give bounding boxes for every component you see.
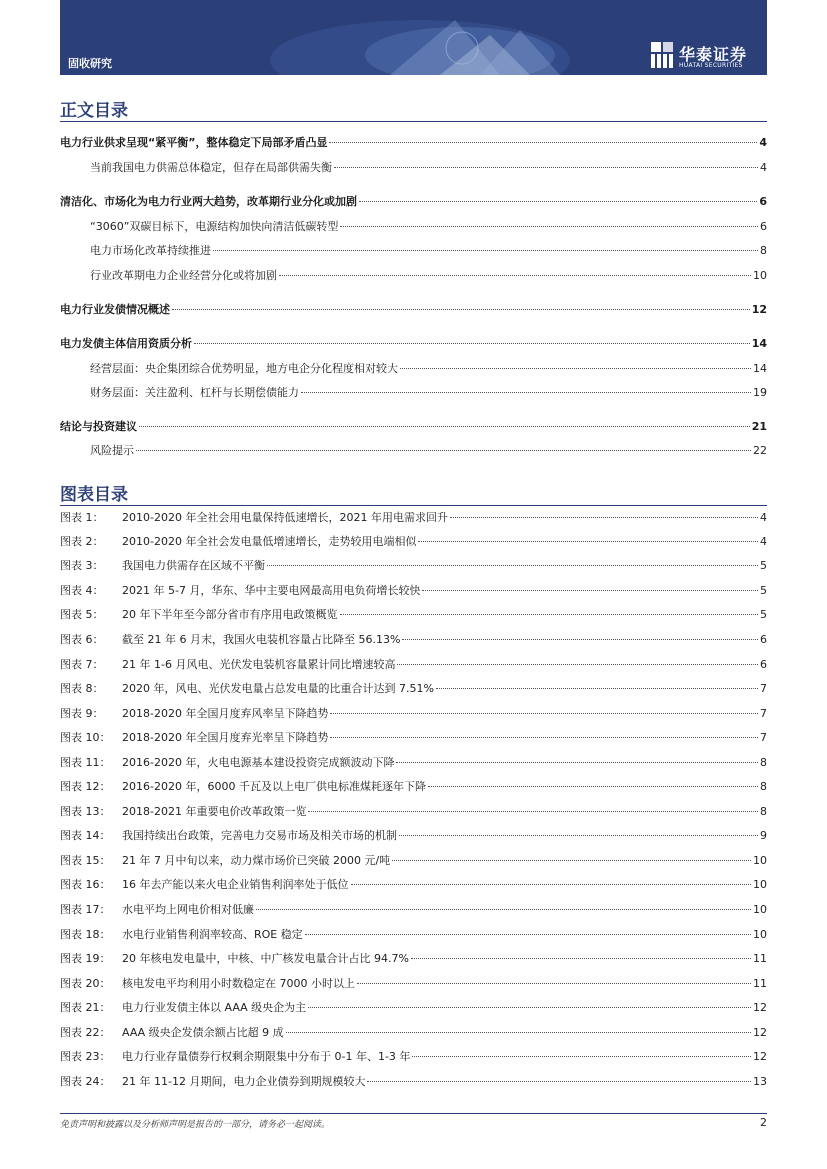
- figure-entry[interactable]: 图表 14： 我国持续出台政策，完善电力交易市场及相关市场的机制 9: [60, 829, 767, 842]
- figure-entry[interactable]: 图表 8： 2020 年，风电、光伏发电量占总发电量的比重合计达到 7.51% 7: [60, 682, 767, 695]
- figure-entry[interactable]: 图表 23： 电力行业存量债券行权剩余期限集中分布于 0-1 年、1-3 年 12: [60, 1050, 767, 1063]
- company-logo: [651, 42, 761, 72]
- figure-entry[interactable]: 图表 5： 20 年下半年至今部分省市有序用电政策概览 5: [60, 608, 767, 621]
- toc-entry[interactable]: 结论与投资建议 21: [60, 420, 767, 433]
- figure-entry[interactable]: 图表 22： AAA 级央企发债余额占比超 9 成 12: [60, 1026, 767, 1039]
- footer-rule: [60, 1113, 767, 1114]
- figure-entry[interactable]: 图表 17： 水电平均上网电价相对低廉 10: [60, 903, 767, 916]
- disclaimer-note: 免责声明和披露以及分析师声明是报告的一部分，请务必一起阅读。: [60, 1120, 331, 1130]
- toc-entry[interactable]: 清洁化、市场化为电力行业两大趋势，改革期行业分化或加剧 6: [60, 195, 767, 208]
- figure-entry[interactable]: 图表 6： 截至 21 年 6 月末，我国火电装机容量占比降至 56.13% 6: [60, 633, 767, 646]
- section-label: 固收研究: [68, 57, 112, 70]
- figure-entry[interactable]: 图表 15： 21 年 7 月中旬以来，动力煤市场价已突破 2000 元/吨 10: [60, 854, 767, 867]
- figure-entry[interactable]: 图表 18： 水电行业销售利润率较高、ROE 稳定 10: [60, 928, 767, 941]
- figure-entry[interactable]: 图表 3： 我国电力供需存在区域不平衡 5: [60, 559, 767, 572]
- toc-entry[interactable]: 电力市场化改革持续推进 8: [90, 244, 767, 257]
- toc-heading: 正文目录: [60, 101, 128, 121]
- figure-entry[interactable]: 图表 16： 16 年去产能以来火电企业销售利润率处于低位 10: [60, 878, 767, 891]
- figure-entry[interactable]: 图表 10： 2018-2020 年全国月度弃光率呈下降趋势 7: [60, 731, 767, 744]
- figure-entry[interactable]: 图表 11： 2016-2020 年，火电电源基本建设投资完成额波动下降 8: [60, 756, 767, 769]
- figure-entry[interactable]: 图表 21： 电力行业发债主体以 AAA 级央企为主 12: [60, 1001, 767, 1014]
- logo-name-en: HUATAI SECURITIES: [679, 62, 743, 69]
- figure-entry[interactable]: 图表 19： 20 年核电发电量中，中核、中广核发电量合计占比 94.7% 11: [60, 952, 767, 965]
- figure-entry[interactable]: 图表 12： 2016-2020 年，6000 千瓦及以上电厂供电标准煤耗逐年下降 8: [60, 780, 767, 793]
- logo-mark-icon: [651, 42, 675, 68]
- figure-entry[interactable]: 图表 7： 21 年 1-6 月风电、光伏发电装机容量累计同比增速较高 6: [60, 658, 767, 671]
- page-number: 2: [760, 1116, 767, 1129]
- figures-heading: 图表目录: [60, 485, 128, 505]
- figure-entry[interactable]: 图表 24： 21 年 11-12 月期间，电力企业债券到期规模较大 13: [60, 1075, 767, 1088]
- toc-entry[interactable]: 电力发债主体信用资质分析 14: [60, 337, 767, 350]
- toc-entry[interactable]: 行业改革期电力企业经营分化或将加剧 10: [90, 269, 767, 282]
- toc-entry[interactable]: “3060”双碳目标下，电源结构加快向清洁低碳转型 6: [90, 220, 767, 233]
- toc-heading-rule: [60, 121, 767, 122]
- logo-name-cn: 华泰证券: [679, 45, 748, 64]
- report-header-banner: [60, 0, 767, 75]
- figure-entry[interactable]: 图表 20： 核电发电平均利用小时数稳定在 7000 小时以上 11: [60, 977, 767, 990]
- figure-entry[interactable]: 图表 4： 2021 年 5-7 月，华东、华中主要电网最高用电负荷增长较快 5: [60, 584, 767, 597]
- figure-entry[interactable]: 图表 13： 2018-2021 年重要电价改革政策一览 8: [60, 805, 767, 818]
- toc-entry[interactable]: 电力行业发债情况概述 12: [60, 303, 767, 316]
- figures-heading-rule: [60, 505, 767, 506]
- figure-entry[interactable]: 图表 2： 2010-2020 年全社会发电量低增速增长，走势较用电端相似 4: [60, 535, 767, 548]
- toc-entry[interactable]: 电力行业供求呈现“紧平衡”，整体稳定下局部矛盾凸显 4: [60, 136, 767, 149]
- toc-entry[interactable]: 财务层面：关注盈利、杠杆与长期偿债能力 19: [90, 386, 767, 399]
- toc-entry[interactable]: 经营层面：央企集团综合优势明显，地方电企分化程度相对较大 14: [90, 362, 767, 375]
- figure-entry[interactable]: 图表 1： 2010-2020 年全社会用电量保持低速增长，2021 年用电需求回升 4: [60, 511, 767, 524]
- toc-entry[interactable]: 当前我国电力供需总体稳定，但存在局部供需失衡 4: [90, 161, 767, 174]
- toc-entry[interactable]: 风险提示 22: [90, 444, 767, 457]
- figure-entry[interactable]: 图表 9： 2018-2020 年全国月度弃风率呈下降趋势 7: [60, 707, 767, 720]
